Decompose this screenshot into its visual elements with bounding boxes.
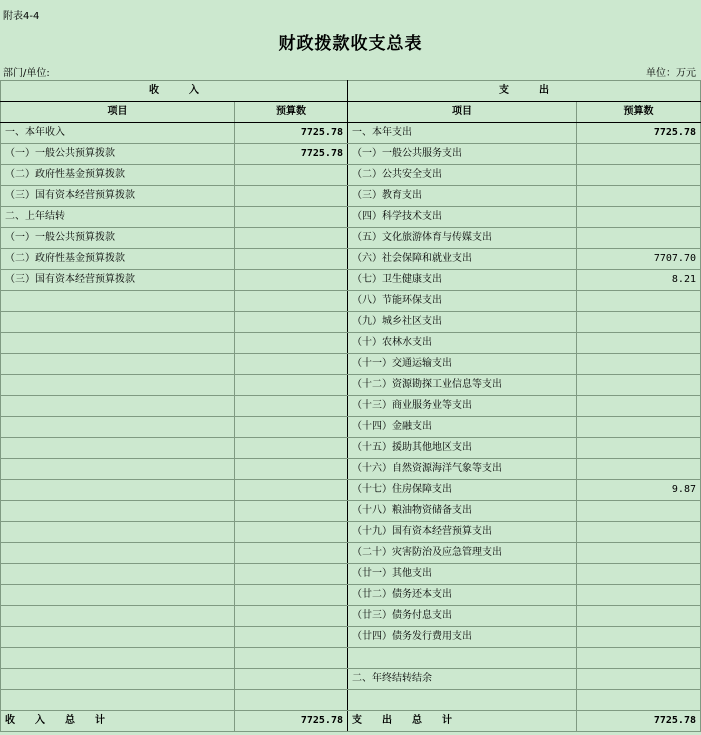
expense-budget-cell bbox=[577, 459, 701, 480]
income-header: 收 入 bbox=[1, 81, 348, 102]
income-item-cell bbox=[1, 312, 235, 333]
income-total-value: 7725.78 bbox=[235, 711, 348, 732]
table-row bbox=[1, 627, 701, 648]
income-item-cell bbox=[1, 606, 235, 627]
table-row bbox=[1, 480, 701, 501]
income-budget-cell bbox=[235, 606, 348, 627]
expense-budget-cell: 7707.70 bbox=[577, 249, 701, 270]
income-budget-cell bbox=[235, 438, 348, 459]
income-item-cell bbox=[1, 333, 235, 354]
expense-budget-cell bbox=[577, 417, 701, 438]
expense-item-cell: （二）公共安全支出 bbox=[348, 165, 577, 186]
expense-item-cell: （三）教育支出 bbox=[348, 186, 577, 207]
income-budget-cell: 7725.78 bbox=[235, 144, 348, 165]
expense-item-cell: （九）城乡社区支出 bbox=[348, 312, 577, 333]
table-row bbox=[1, 459, 701, 480]
expense-item-cell: （十七）住房保障支出 bbox=[348, 480, 577, 501]
expense-item-cell: （廿四）债务发行费用支出 bbox=[348, 627, 577, 648]
table-row bbox=[1, 249, 701, 270]
expense-item-cell: （十三）商业服务业等支出 bbox=[348, 396, 577, 417]
income-item-cell bbox=[1, 459, 235, 480]
income-budget-cell bbox=[235, 564, 348, 585]
income-budget-cell bbox=[235, 543, 348, 564]
expense-budget-cell bbox=[577, 207, 701, 228]
income-budget-cell bbox=[235, 480, 348, 501]
column-header-row bbox=[1, 102, 701, 123]
table-row bbox=[1, 522, 701, 543]
income-total-label: 收 入 总 计 bbox=[1, 711, 235, 732]
income-budget-cell: 7725.78 bbox=[235, 123, 348, 144]
income-item-cell bbox=[1, 585, 235, 606]
table-row bbox=[1, 585, 701, 606]
income-item-cell bbox=[1, 375, 235, 396]
income-budget-cell bbox=[235, 627, 348, 648]
expense-item-cell: （十八）粮油物资储备支出 bbox=[348, 501, 577, 522]
income-item-cell: （二）政府性基金预算拨款 bbox=[1, 165, 235, 186]
table-row bbox=[1, 270, 701, 291]
income-item-cell: （三）国有资本经营预算拨款 bbox=[1, 186, 235, 207]
table-row bbox=[1, 228, 701, 249]
income-budget-cell bbox=[235, 354, 348, 375]
table-row bbox=[1, 501, 701, 522]
income-item-cell bbox=[1, 501, 235, 522]
section-header-row bbox=[1, 81, 701, 102]
expense-budget-cell bbox=[577, 186, 701, 207]
table-row bbox=[1, 165, 701, 186]
income-item-cell: （一）一般公共预算拨款 bbox=[1, 144, 235, 165]
table-row bbox=[1, 669, 701, 690]
expense-item-cell: 一、本年支出 bbox=[348, 123, 577, 144]
income-item-cell: （三）国有资本经营预算拨款 bbox=[1, 270, 235, 291]
expense-item-cell: （十五）援助其他地区支出 bbox=[348, 438, 577, 459]
table-row bbox=[1, 543, 701, 564]
income-item-cell bbox=[1, 480, 235, 501]
expense-budget-cell bbox=[577, 228, 701, 249]
income-budget-cell bbox=[235, 165, 348, 186]
expense-budget-cell bbox=[577, 396, 701, 417]
income-item-cell bbox=[1, 669, 235, 690]
expense-budget-cell bbox=[577, 144, 701, 165]
expense-total-value: 7725.78 bbox=[577, 711, 701, 732]
income-budget-cell bbox=[235, 375, 348, 396]
expense-item-cell: （四）科学技术支出 bbox=[348, 207, 577, 228]
income-item-cell: 一、本年收入 bbox=[1, 123, 235, 144]
unit-label: 单位：万元 bbox=[646, 68, 696, 79]
expense-item-cell: （八）节能环保支出 bbox=[348, 291, 577, 312]
expense-budget-cell bbox=[577, 165, 701, 186]
income-budget-cell bbox=[235, 207, 348, 228]
expense-budget-cell bbox=[577, 606, 701, 627]
income-budget-cell bbox=[235, 417, 348, 438]
expense-budget-cell bbox=[577, 564, 701, 585]
expense-item-cell: （廿二）债务还本支出 bbox=[348, 585, 577, 606]
income-budget-cell bbox=[235, 501, 348, 522]
income-item-cell bbox=[1, 354, 235, 375]
expense-budget-cell: 7725.78 bbox=[577, 123, 701, 144]
income-item-cell: 二、上年结转 bbox=[1, 207, 235, 228]
expense-budget-cell: 9.87 bbox=[577, 480, 701, 501]
expense-budget-cell bbox=[577, 501, 701, 522]
income-budget-header: 预算数 bbox=[235, 102, 348, 123]
expense-item-cell: （六）社会保障和就业支出 bbox=[348, 249, 577, 270]
table-row bbox=[1, 690, 701, 711]
table-row bbox=[1, 375, 701, 396]
expense-item-cell: （五）文化旅游体育与传媒支出 bbox=[348, 228, 577, 249]
income-item-cell bbox=[1, 690, 235, 711]
income-budget-cell bbox=[235, 291, 348, 312]
table-row bbox=[1, 144, 701, 165]
table-row bbox=[1, 417, 701, 438]
expense-budget-cell bbox=[577, 291, 701, 312]
income-budget-cell bbox=[235, 186, 348, 207]
income-budget-cell bbox=[235, 249, 348, 270]
income-item-cell bbox=[1, 396, 235, 417]
expense-item-header: 项目 bbox=[348, 102, 577, 123]
income-item-cell bbox=[1, 543, 235, 564]
table-row bbox=[1, 396, 701, 417]
income-item-cell bbox=[1, 564, 235, 585]
income-budget-cell bbox=[235, 585, 348, 606]
expense-budget-cell bbox=[577, 690, 701, 711]
table-row bbox=[1, 291, 701, 312]
attachment-label: 附表4-4 bbox=[3, 11, 40, 22]
expense-item-cell: （廿一）其他支出 bbox=[348, 564, 577, 585]
expense-item-cell: （一）一般公共服务支出 bbox=[348, 144, 577, 165]
income-item-cell: （二）政府性基金预算拨款 bbox=[1, 249, 235, 270]
income-item-cell bbox=[1, 627, 235, 648]
income-budget-cell bbox=[235, 669, 348, 690]
budget-table bbox=[0, 80, 701, 732]
expense-item-cell bbox=[348, 690, 577, 711]
expense-item-cell: （十九）国有资本经营预算支出 bbox=[348, 522, 577, 543]
expense-item-cell bbox=[348, 648, 577, 669]
income-budget-cell bbox=[235, 228, 348, 249]
table-row bbox=[1, 186, 701, 207]
income-budget-cell bbox=[235, 648, 348, 669]
expense-budget-cell bbox=[577, 669, 701, 690]
expense-item-cell: 二、年终结转结余 bbox=[348, 669, 577, 690]
expense-budget-header: 预算数 bbox=[577, 102, 701, 123]
income-budget-cell bbox=[235, 459, 348, 480]
table-row bbox=[1, 606, 701, 627]
expense-item-cell: （十一）交通运输支出 bbox=[348, 354, 577, 375]
expense-budget-cell bbox=[577, 585, 701, 606]
income-item-cell bbox=[1, 417, 235, 438]
expense-item-cell: （十四）金融支出 bbox=[348, 417, 577, 438]
expense-item-cell: （二十）灾害防治及应急管理支出 bbox=[348, 543, 577, 564]
expense-budget-cell bbox=[577, 522, 701, 543]
page-title: 财政拨款收支总表 bbox=[278, 34, 423, 54]
expense-item-cell: （七）卫生健康支出 bbox=[348, 270, 577, 291]
expense-budget-cell bbox=[577, 333, 701, 354]
income-budget-cell bbox=[235, 333, 348, 354]
income-budget-cell bbox=[235, 690, 348, 711]
expense-budget-cell bbox=[577, 354, 701, 375]
table-row bbox=[1, 123, 701, 144]
income-budget-cell bbox=[235, 522, 348, 543]
expense-item-cell: （十）农林水支出 bbox=[348, 333, 577, 354]
expense-budget-cell bbox=[577, 627, 701, 648]
table-row bbox=[1, 648, 701, 669]
expense-item-cell: （十六）自然资源海洋气象等支出 bbox=[348, 459, 577, 480]
income-item-cell bbox=[1, 648, 235, 669]
expense-budget-cell: 8.21 bbox=[577, 270, 701, 291]
expense-item-cell: （廿三）债务付息支出 bbox=[348, 606, 577, 627]
total-row bbox=[1, 711, 701, 732]
table-row bbox=[1, 438, 701, 459]
table-row bbox=[1, 354, 701, 375]
income-budget-cell bbox=[235, 312, 348, 333]
expense-budget-cell bbox=[577, 648, 701, 669]
department-label: 部门/单位: bbox=[3, 68, 50, 79]
expense-budget-cell bbox=[577, 543, 701, 564]
income-item-cell bbox=[1, 438, 235, 459]
table-row bbox=[1, 312, 701, 333]
expense-budget-cell bbox=[577, 312, 701, 333]
income-budget-cell bbox=[235, 270, 348, 291]
table-row bbox=[1, 564, 701, 585]
expense-header: 支 出 bbox=[348, 81, 701, 102]
income-budget-cell bbox=[235, 396, 348, 417]
income-item-cell bbox=[1, 291, 235, 312]
expense-budget-cell bbox=[577, 375, 701, 396]
income-item-cell bbox=[1, 522, 235, 543]
table-row bbox=[1, 207, 701, 228]
expense-total-label: 支 出 总 计 bbox=[348, 711, 577, 732]
income-item-header: 项目 bbox=[1, 102, 235, 123]
table-row bbox=[1, 333, 701, 354]
income-item-cell: （一）一般公共预算拨款 bbox=[1, 228, 235, 249]
expense-budget-cell bbox=[577, 438, 701, 459]
expense-item-cell: （十二）资源勘探工业信息等支出 bbox=[348, 375, 577, 396]
